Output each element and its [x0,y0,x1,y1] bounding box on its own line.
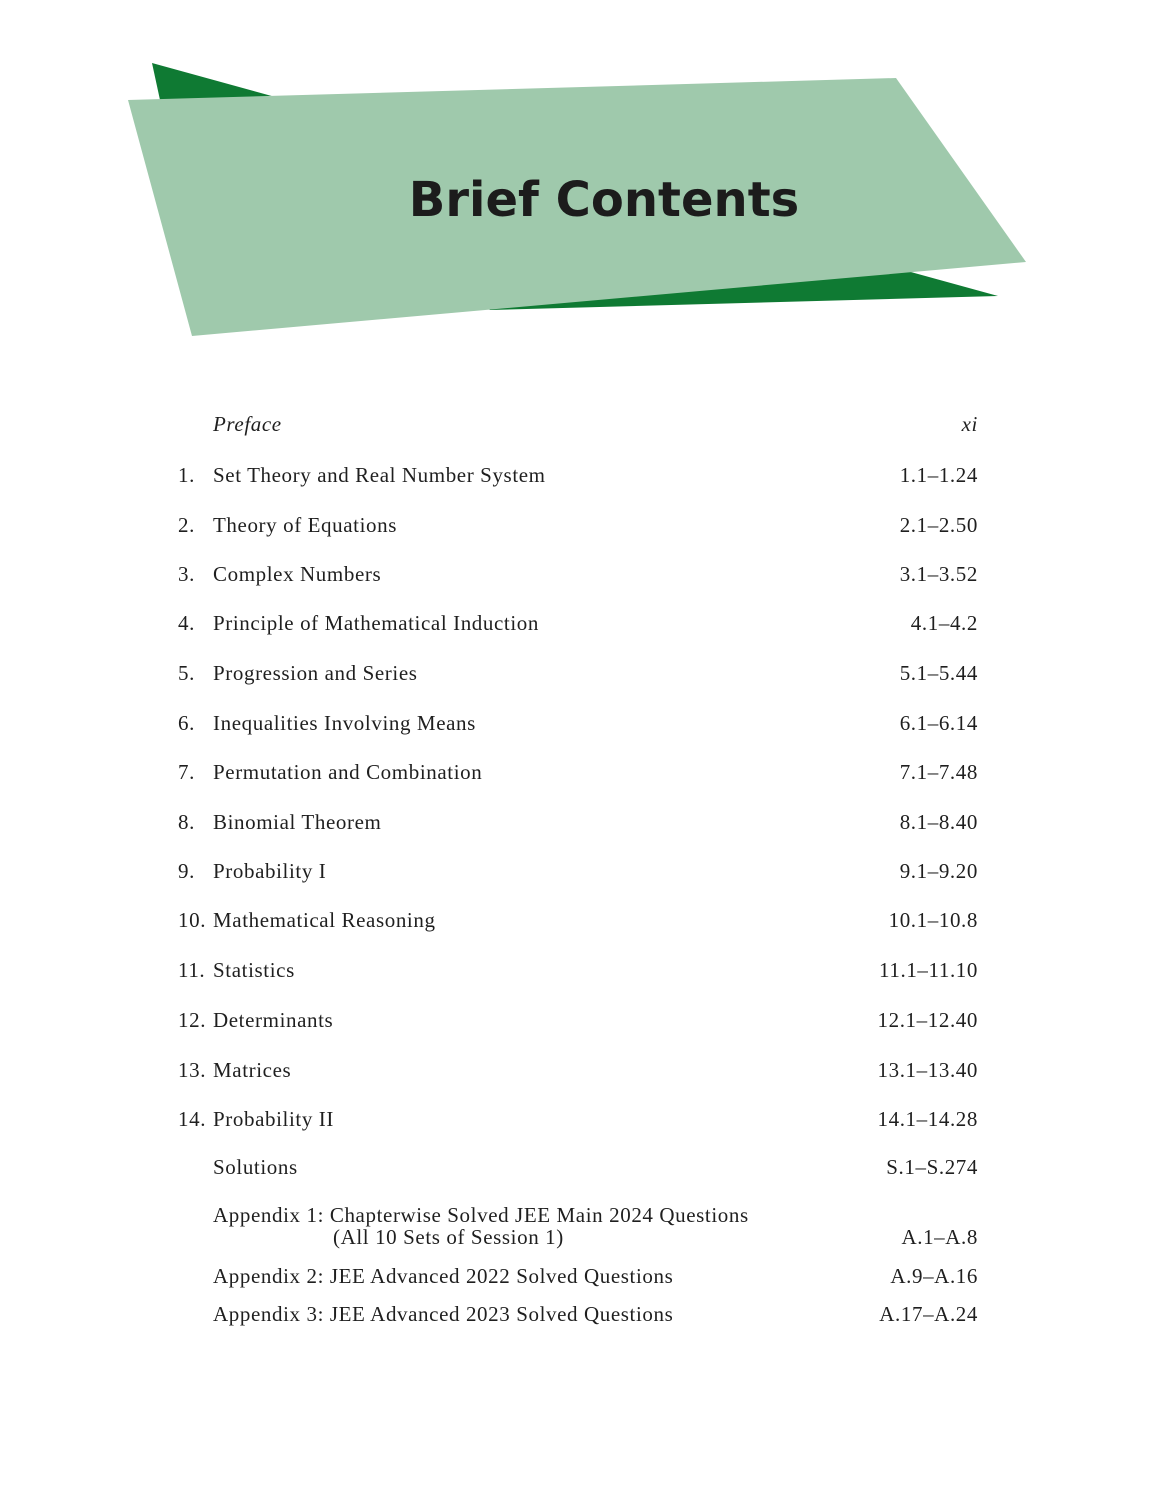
chapter-number: 2. [178,513,195,537]
toc-row-chapter-8[interactable] [178,807,978,837]
chapter-pages: 5.1–5.44 [899,661,978,685]
appendix-pages: A.9–A.16 [890,1264,978,1288]
chapter-pages: 11.1–11.10 [879,958,978,982]
solutions-pages: S.1–S.274 [886,1155,978,1179]
toc-row-chapter-12[interactable] [178,1005,978,1035]
toc-row-preface[interactable] [178,409,978,439]
chapter-number: 5. [178,661,195,685]
chapter-number: 9. [178,859,195,883]
toc-row-chapter-7[interactable] [178,757,978,787]
chapter-pages: 12.1–12.40 [877,1008,978,1032]
chapter-title: Binomial Theorem [213,810,382,834]
solutions-label: Solutions [213,1155,298,1179]
chapter-title: Matrices [213,1058,292,1082]
preface-label: Preface [213,412,282,436]
chapter-pages: 13.1–13.40 [877,1058,978,1082]
toc-row-appendix-3[interactable] [178,1299,978,1329]
chapter-pages: 2.1–2.50 [899,513,978,537]
toc-row-appendix-1[interactable] [178,1200,978,1254]
toc-row-appendix-2[interactable] [178,1261,978,1291]
chapter-title: Mathematical Reasoning [213,908,436,932]
appendix-title: Appendix 1: Chapterwise Solved JEE Main 2024 Questions [213,1203,749,1227]
chapter-title: Probability I [213,859,327,883]
chapter-title: Permutation and Combination [213,760,483,784]
chapter-title: Statistics [213,958,295,982]
chapter-number: 6. [178,711,195,735]
chapter-number: 7. [178,760,195,784]
appendix-pages: A.1–A.8 [901,1225,978,1249]
toc-row-chapter-10[interactable] [178,905,978,935]
chapter-title: Determinants [213,1008,334,1032]
chapter-pages: 3.1–3.52 [899,562,978,586]
toc-row-chapter-11[interactable] [178,955,978,985]
chapter-number: 3. [178,562,195,586]
toc-row-chapter-3[interactable] [178,559,978,589]
chapter-title: Set Theory and Real Number System [213,463,546,487]
chapter-pages: 9.1–9.20 [899,859,978,883]
chapter-pages: 6.1–6.14 [899,711,978,735]
chapter-pages: 14.1–14.28 [877,1107,978,1131]
toc-row-chapter-2[interactable] [178,510,978,540]
chapter-pages: 7.1–7.48 [899,760,978,784]
chapter-title: Theory of Equations [213,513,398,537]
chapter-pages: 4.1–4.2 [910,611,978,635]
page-title: Brief Contents [408,172,800,228]
chapter-title: Probability II [213,1107,334,1131]
chapter-number: 14. [178,1107,207,1131]
chapter-number: 12. [178,1008,207,1032]
toc-row-chapter-6[interactable] [178,708,978,738]
chapter-title: Complex Numbers [213,562,382,586]
preface-pages: xi [961,412,978,436]
toc-row-chapter-4[interactable] [178,608,978,638]
chapter-title: Principle of Mathematical Induction [213,611,539,635]
chapter-pages: 1.1–1.24 [899,463,978,487]
chapter-number: 8. [178,810,195,834]
toc-row-solutions[interactable] [178,1152,978,1182]
chapter-number: 13. [178,1058,207,1082]
toc-row-chapter-9[interactable] [178,856,978,886]
chapter-number: 1. [178,463,195,487]
toc-row-chapter-13[interactable] [178,1055,978,1085]
chapter-number: 4. [178,611,195,635]
appendix-title: Appendix 2: JEE Advanced 2022 Solved Questions [213,1264,674,1288]
chapter-pages: 8.1–8.40 [899,810,978,834]
chapter-number: 11. [178,958,206,982]
chapter-title: Progression and Series [213,661,418,685]
appendix-title: Appendix 3: JEE Advanced 2023 Solved Questions [213,1302,674,1326]
appendix-subtitle: (All 10 Sets of Session 1) [333,1225,564,1249]
chapter-pages: 10.1–10.8 [888,908,978,932]
toc-row-chapter-1[interactable] [178,460,978,490]
toc-row-chapter-5[interactable] [178,658,978,688]
toc-row-chapter-14[interactable] [178,1104,978,1134]
chapter-number: 10. [178,908,207,932]
appendix-pages: A.17–A.24 [879,1302,978,1326]
chapter-title: Inequalities Involving Means [213,711,476,735]
